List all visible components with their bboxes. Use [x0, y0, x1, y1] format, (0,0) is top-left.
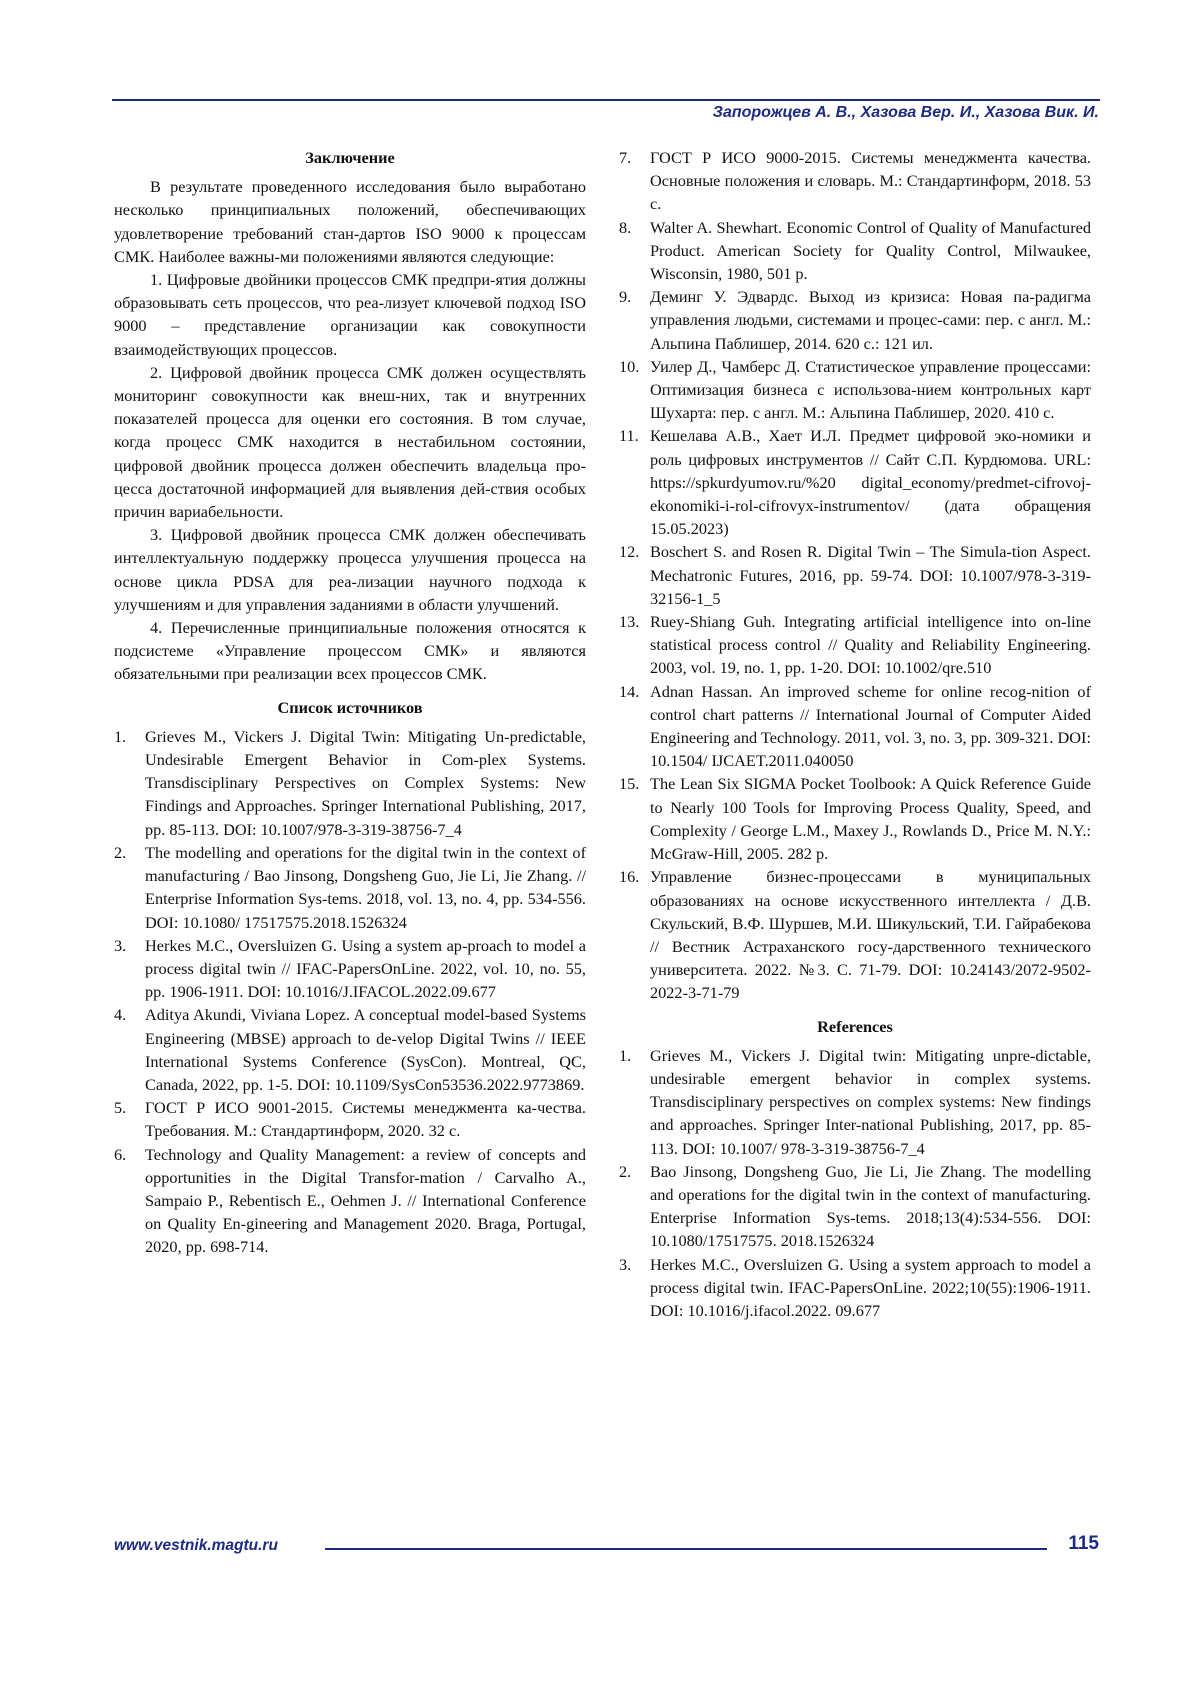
source-text: Technology and Quality Management: a review of concepts and opportunities in the Digital Transfor-mation / Carvalho A., Sampaio P., Rebentisch E., Oehmen J. // International Conference on Quality En-gineering and Management 2020. Braga, Portugal, 2020, pp. 698-714.	[145, 1144, 586, 1257]
source-item	[114, 1003, 586, 1096]
left-column	[114, 146, 586, 1259]
source-text: Деминг У. Эдвардс. Выход из кризиса: Новая па-радигма управления людьми, системами и процес-сами: пер. с англ. М.: Альпина Паблишер, 2014. 620 с.: 121 ил.	[650, 287, 1091, 353]
source-item	[619, 865, 1091, 1004]
source-number: 8.	[619, 217, 632, 237]
source-number: 15.	[619, 774, 640, 794]
source-item	[619, 216, 1091, 286]
source-text: Boschert S. and Rosen R. Digital Twin – The Simula-tion Aspect. Mechatronic Futures, 2016, pp. 59-74. DOI: 10.1007/978-3-319-32156-1_5	[650, 542, 1091, 608]
reference-text: Grieves M., Vickers J. Digital twin: Mitigating unpre-dictable, undesirable emergent behavior in complex systems. Transdisciplinary perspectives on complex systems: New findings and approaches. Springer Inter-national Publishing, 2017, pp. 85-113. DOI: 10.1007/ 978-3-319-38756-7_4	[650, 1045, 1091, 1158]
conclusion-paragraph: 2. Цифровой двойник процесса СМК должен осуществлять мониторинг совокупности как внеш-них, так и внутренних показателей процесса для оценки его состояния. В том случае, когда процесс СМК находится в нестабильном состоянии, цифровой двойник процесса должен обеспечить владельца про-цесса достаточной информацией для выявления дей-ствия особых причин вариабельности.	[114, 362, 586, 522]
source-item	[619, 772, 1091, 865]
source-number: 1.	[114, 726, 127, 746]
source-text: Управление бизнес-процессами в муниципальных образованиях на основе искусственного интеллекта / Д.В. Скульский, В.Ф. Шуршев, М.И. Шикульский, Т.И. Гайрабекова // Вестник Астраханского госу-дарственного технического университета. 2022. №3. С. 71-79. DOI: 10.24143/2072-9502-2022-3-71-79	[650, 867, 1091, 1003]
conclusion-paragraph: 4. Перечисленные принципиальные положения относятся к подсистеме «Управление процессом СМК» и являются обязательными при реализации всех процессов СМК.	[114, 618, 586, 684]
source-number: 9.	[619, 287, 632, 307]
conclusion-title: Заключение	[305, 148, 395, 167]
source-number: 13.	[619, 612, 640, 632]
right-column	[619, 146, 1091, 1322]
footer-rule	[325, 1548, 1047, 1550]
source-number: 3.	[114, 935, 127, 955]
references-title: References	[817, 1016, 893, 1036]
source-number: 7.	[619, 148, 632, 167]
source-text: Ruey-Shiang Guh. Integrating artificial intelligence into on-line statistical process control // Quality and Reliability Engineering. 2003, vol. 19, no. 1, pp. 1-20. DOI: 10.1002/qre.510	[650, 612, 1091, 678]
source-text: Уилер Д., Чамберс Д. Статистическое управление процессами: Оптимизация бизнеса с использова-нием контрольных карт Шухарта: пер. с англ. М.: Альпина Паблишер, 2020. 410 с.	[650, 356, 1091, 423]
source-item	[619, 424, 1091, 540]
reference-text: Herkes M.C., Oversluizen G. Using a system approach to model a process digital twin. IFAC-PapersOnLine. 2022;10(55):1906-1911. DOI: 10.1016/j.ifacol.2022. 09.677	[650, 1254, 1091, 1320]
source-text: Кешелава А.В., Хает И.Л. Предмет цифровой эко-номики и роль цифровых инструментов // Сайт С.П. Курдюмова. URL: https://spkurdyumov.ru/%20 digital_economy/predmet-cifrovoj-ekonomiki-i-rol-cifrovyx-instrumentov/ (дата обращения 15.05.2023)	[650, 426, 1091, 539]
source-number: 14.	[619, 681, 640, 701]
source-number: 16.	[619, 867, 640, 887]
source-item	[114, 1096, 586, 1142]
source-item	[114, 934, 586, 1004]
source-item	[114, 841, 586, 934]
source-number: 6.	[114, 1144, 127, 1164]
source-item	[619, 610, 1091, 680]
source-text: Herkes M.C., Oversluizen G. Using a system ap-proach to model a process digital twin // IFAC-PapersOnLine. 2022, vol. 10, no. 55, pp. 1906-1911. DOI: 10.1016/J.IFACOL.2022.09.677	[145, 935, 586, 1002]
source-item	[114, 725, 586, 841]
source-item	[114, 1143, 586, 1259]
source-text: Adnan Hassan. An improved scheme for online recog-nition of control chart patterns // International Journal of Computer Aided Engineering and Technology. 2011, vol. 3, no. 3, pp. 309-321. DOI: 10.1504/ IJCAET.2011.040050	[650, 681, 1091, 771]
reference-number: 1.	[619, 1045, 632, 1065]
conclusion-paragraph: В результате проведенного исследования было выработано несколько принципиальных положений, обеспечивающих удовлетворение требований стан-дартов ISO 9000 к процессам СМК. Наиболее важны-ми положениями являются следующие:	[114, 177, 586, 266]
header-authors: Запорожцев А. В., Хазова Вер. И., Хазова Вик. И.	[712, 104, 1099, 121]
reference-item	[619, 1160, 1091, 1253]
reference-item	[619, 1044, 1091, 1160]
source-text: ГОСТ Р ИСО 9001-2015. Системы менеджмента ка-чества. Требования. М.: Стандартинформ, 2020. 32 с.	[145, 1098, 586, 1141]
source-text: Aditya Akundi, Viviana Lopez. A conceptual model-based Systems Engineering (MBSE) approach to de-velop Digital Twins // IEEE International Systems Conference (SysCon). Montreal, QC, Canada, 2022, pp. 1-5. DOI: 10.1109/SysCon53536.2022.9773869.	[145, 1005, 586, 1094]
source-text: The modelling and operations for the digital twin in the context of manufacturing / Bao Jinsong, Dongsheng Guo, Jie Li, Jie Zhang. // Enterprise Information Sys-tems. 2018, vol. 13, no. 4, pp. 534-556. DOI: 10.1080/ 17517575.2018.1526324	[145, 842, 586, 932]
source-text: ГОСТ Р ИСО 9000-2015. Системы менеджмента качества. Основные положения и словарь. М.: Стандартинформ, 2018. 53 с.	[650, 148, 1091, 214]
source-number: 4.	[114, 1005, 127, 1025]
source-item	[619, 285, 1091, 355]
source-item	[619, 146, 1091, 216]
conclusion-paragraph: 1. Цифровые двойники процессов СМК предпри-ятия должны образовывать сеть процессов, что реа-лизует ключевой подход ISO 9000 – представление организации как совокупности взаимодействующих процессов.	[114, 270, 586, 359]
reference-text: Bao Jinsong, Dongsheng Guo, Jie Li, Jie Zhang. The modelling and operations for the digital twin in the context of manufacturing. Enterprise Information Sys-tems. 2018;13(4):534-556. DOI: 10.1080/17517575. 2018.1526324	[650, 1161, 1091, 1251]
journal-url[interactable]: www.vestnik.magtu.ru	[114, 1537, 278, 1554]
sources-list-continued	[619, 146, 1091, 1005]
source-text: The Lean Six SIGMA Pocket Toolbook: A Quick Reference Guide to Nearly 100 Tools for Improving Process Quality, Speed, and Complexity / George L.M., Maxey J., Rowlands D., Price M. N.Y.: McGraw-Hill, 2005. 282 p.	[650, 774, 1091, 864]
sources-list	[114, 725, 586, 1259]
source-item	[619, 540, 1091, 610]
source-number: 12.	[619, 542, 640, 562]
sources-title: Список источников	[277, 697, 423, 717]
source-number: 11.	[619, 426, 639, 446]
reference-number: 3.	[619, 1254, 632, 1274]
source-item	[619, 355, 1091, 425]
page-number: 115	[1068, 1533, 1099, 1554]
source-number: 2.	[114, 842, 127, 862]
reference-number: 2.	[619, 1161, 632, 1181]
references-list	[619, 1044, 1091, 1322]
source-text: Walter A. Shewhart. Economic Control of Quality of Manufactured Product. American Society for Quality Control, Milwaukee, Wisconsin, 1980, 501 p.	[650, 217, 1091, 284]
source-item	[619, 680, 1091, 773]
reference-item	[619, 1253, 1091, 1323]
source-number: 10.	[619, 356, 640, 376]
source-text: Grieves M., Vickers J. Digital Twin: Mitigating Un-predictable, Undesirable Emergent Behavior in Com-plex Systems. Transdisciplinary Perspectives on Complex Systems: New Findings and Approaches. Springer International Publishing, 2017, pp. 85-113. DOI: 10.1007/978-3-319-38756-7_4	[145, 726, 586, 839]
conclusion-paragraph: 3. Цифровой двойник процесса СМК должен обеспечивать интеллектуальную поддержку процесса улучшения процесса на основе цикла PDSA для реа-лизации научного подхода к улучшениям и для управления заданиями в области улучшений.	[114, 525, 586, 614]
source-number: 5.	[114, 1098, 127, 1118]
header-rule	[112, 99, 1100, 101]
